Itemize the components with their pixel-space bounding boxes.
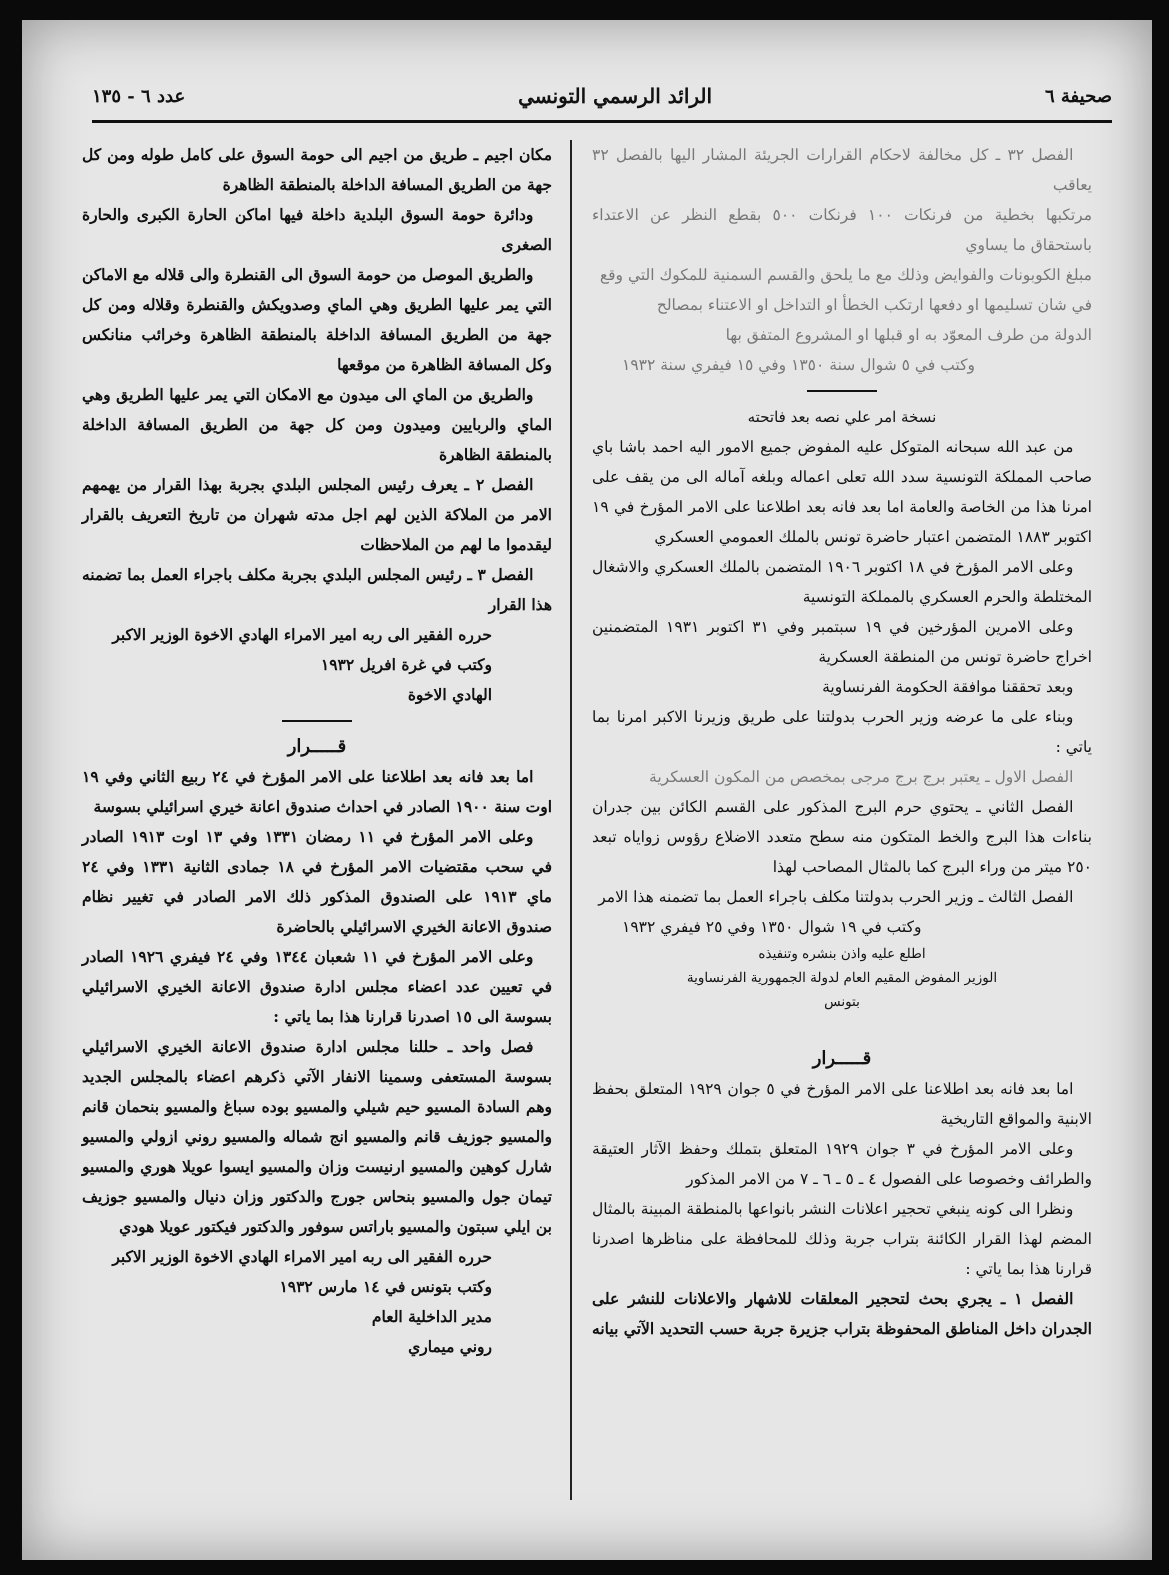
section-rule — [807, 390, 877, 392]
signature-name: الهادي الاخوة — [407, 685, 492, 704]
faded-line: الدولة من طرف المعوّد به او قبلها او المشروع المتفق بها — [725, 326, 1092, 344]
decree-paragraph: الفصل الاول ـ يعتبر برج برج مرجى بمخصص من المكون العسكرية — [649, 768, 1074, 786]
resolution-paragraph: اما بعد فانه بعد اطلاعنا على الامر المؤرخ في ٢٤ ربيع الثاني وفي ١٩ اوت سنة ١٩٠٠ الصادر في احداث صندوق اعانة خيري اسرائيلي بسوسة — [82, 767, 552, 816]
decree-paragraph: الفصل الثالث ـ وزير الحرب بدولتنا مكلف باجراء العمل بما تضمنه هذا الامر — [598, 888, 1074, 906]
resolution-paragraph: فصل واحد ـ حللنا مجلس ادارة صندوق الاعانة الخيري الاسرائيلي بسوسة المستعفى وسمينا الانفار الآتي ذكرهم اعضاء بالمجلس الجديد وهم السادة المسيو حيم شيلي والمسيو بوده سباغ والمسيو بنحمان قانم والمسيو جوزيف قانم والمسيو انج شماله والمسيو روني ازولي والمسيو شارل كوهين والمسيو ارنيست وزان والمسيو ايسوا عويلا هوري والمسيو تيمان جول والمسيو بنحاس جورج والدكتور وزان دنيال والمسيو جوزيف بن ايلي سبتون والمسيو باراتس سوفور والدكتور فيكتور عويلا هودي — [82, 1037, 552, 1236]
header-rule — [92, 120, 1112, 123]
faded-article — [592, 140, 1092, 380]
article-paragraph: مكان اجيم ـ طريق من اجيم الى حومة السوق على كامل طوله ومن كل جهة من الطريق المسافة الداخلة بالمنطقة الظاهرة — [82, 145, 552, 194]
signature-block — [82, 620, 552, 710]
signature-block — [82, 1242, 552, 1362]
column-divider — [570, 140, 572, 1500]
gazette-title: الرائد الرسمي التونسي — [518, 84, 713, 108]
faded-line: مبلغ الكوبونات والفوايض وذلك مع ما يلحق والقسم السمنية للمكوك التي وقع — [599, 266, 1092, 284]
article-paragraph: والطريق الموصل من حومة السوق الى القنطرة والى قلاله مع الاماكن التي يمر عليها الطريق وهي الماي وصدويكش والقنطرة وقلاله ومن كل جهة من الطريق المسافة الداخلة بالمنطقة الظاهرة وخرائب منانكس وكل المسافة الظاهرة من موقعها — [82, 265, 552, 374]
resolution-paragraph: اما بعد فانه بعد اطلاعنا على الامر المؤرخ في ٥ جوان ١٩٢٩ المتعلق بحفظ الابنية والمواقع التاريخية — [592, 1080, 1092, 1128]
decree-paragraph: وعلى الامرين المؤرخين في ١٩ سبتمبر وفي ٣١ اكتوبر ١٩٣١ المتضمنين اخراج حاضرة تونس من المنطقة العسكرية — [592, 618, 1092, 666]
decree-dateline: وكتب في ١٩ شوال ١٣٥٠ وفي ٢٥ فيفري ١٩٣٢ — [622, 918, 922, 936]
approval-line: الوزير المفوض المقيم العام لدولة الجمهورية الفرنساوية — [686, 970, 998, 986]
resolution-paragraph: الفصل ١ ـ يجري بحث لتحجير المعلقات للاشهار والاعلانات للنشر على الجدران داخل المناطق المحفوظة بتراب جزيرة جربة حسب التحديد الآتي بيانه — [592, 1289, 1092, 1338]
resolution-heading: قـــــرار — [812, 1048, 872, 1069]
right-column — [592, 140, 1092, 1344]
signature-line: مدير الداخلية العام — [371, 1307, 492, 1326]
decree-approval — [592, 942, 1092, 1014]
article-paragraph: الفصل ٣ ـ رئيس المجلس البلدي بجربة مكلف باجراء العمل بما تضمنه هذا القرار — [82, 565, 552, 614]
faded-line: الفصل ٣٢ ـ كل مخالفة لاحكام القرارات الجريئة المشار اليها بالفصل ٣٢ يعاقب — [592, 146, 1092, 194]
section-rule — [282, 720, 352, 722]
faded-dateline: وكتب في ٥ شوال سنة ١٣٥٠ وفي ١٥ فيفري سنة ١٩٣٢ — [622, 356, 975, 374]
signature-line: وكتب بتونس في ١٤ مارس ١٩٣٢ — [279, 1277, 492, 1296]
gazette-page — [22, 20, 1152, 1560]
left-column — [82, 140, 552, 1362]
signature-line: وكتب في غرة افريل ١٩٣٢ — [320, 655, 492, 674]
signature-line: حرره الفقير الى ربه امير الامراء الهادي الاخوة الوزير الاكبر — [112, 1247, 492, 1266]
article-paragraph: الفصل ٢ ـ يعرف رئيس المجلس البلدي بجربة بهذا القرار من يهمهم الامر من الملاكة الذين لهم اجل مدته شهران من تاريخ التعريف بالقرار ليقدموا ما لهم من الملاحظات — [82, 475, 552, 554]
resolution-paragraph: ونظرا الى كونه ينبغي تحجير اعلانات النشر بانواعها بالمنطقة المبينة بالمثال المضم لهذا القرار الكائنة بتراب جربة وذلك للمحافظة على مناظرها اصدرنا قرارنا هذا بما ياتي : — [592, 1200, 1092, 1278]
article-paragraph: ودائرة حومة السوق البلدية داخلة فيها اماكن الحارة الكبرى والحارة الصغرى — [82, 205, 552, 254]
decree-paragraph: الفصل الثاني ـ يحتوي حرم البرج المذكور على القسم الكائن بين جدران بناءات هذا البرج والخط المتكون منه سطح متعدد الاضلاع رؤوس زواياه تبعد ٢٥٠ ميتر من وراء البرج كما بالمثال المصاحب لهذا — [592, 798, 1092, 876]
page-header — [92, 75, 1112, 117]
decree-paragraph: من عبد الله سبحانه المتوكل عليه المفوض جميع الامور اليه احمد باشا باي صاحب المملكة التونسية سدد الله تعلى اعماله وبلغه آماله الى من يقف على امرنا هذا من الخاصة والعامة اما بعد فانه بعد اطلاعنا على الامر المؤرخ في ١٩ اكتوبر ١٨٨٣ المتضمن اعتبار حاضرة تونس بالملك العمومي العسكري — [592, 438, 1092, 546]
resolution-paragraph: وعلى الامر المؤرخ في ٣ جوان ١٩٢٩ المتعلق بتملك وحفظ الآثار العتيقة والطرائف وخصوصا على الفصول ٤ ـ ٥ ـ ٦ ـ ٧ من الامر المذكور — [592, 1140, 1092, 1188]
decree-paragraph: وعلى الامر المؤرخ في ١٨ اكتوبر ١٩٠٦ المتضمن بالملك العسكري والاشغال المختلطة والحرم العسكري بالمملكة التونسية — [592, 558, 1092, 606]
faded-line: مرتكبها بخطية من فرنكات ١٠٠ فرنكات ٥٠٠ بقطع النظر عن الاعتداء باستحقاق ما يساوي — [592, 206, 1092, 254]
copy-title: نسخة امر علي نصه بعد فاتحته — [747, 408, 937, 426]
approval-line: بتونس — [824, 994, 860, 1010]
page-number: صحيفة ٦ — [1044, 85, 1112, 107]
decree-paragraph: وبعد تحققنا موافقة الحكومة الفرنساوية — [822, 678, 1074, 696]
resolution-paragraph: وعلى الامر المؤرخ في ١١ رمضان ١٣٣١ وفي ١٣ اوت ١٩١٣ الصادر في سحب مقتضيات الامر المؤرخ في ١٨ جمادى الثانية ١٣٣١ وفي ٢٤ ماي ١٩١٣ على الصندوق المذكور ذلك الامر الصادر في تغيير نظام صندوق الاعانة الخيري الاسرائيلي بالحاضرة — [82, 827, 552, 936]
faded-line: في شان تسليمها او دفعها ارتكب الخطأ او التداخل او الاعتناء بمصالح — [656, 296, 1092, 314]
resolution-paragraph: وعلى الامر المؤرخ في ١١ شعبان ١٣٤٤ وفي ٢٤ فيفري ١٩٢٦ الصادر في تعيين عدد اعضاء مجلس ادارة صندوق الاعانة الخيري الاسرائيلي بسوسة الى ١٥ اصدرنا قرارنا هذا بما ياتي : — [82, 947, 552, 1026]
signature-name: روني ميماري — [408, 1337, 492, 1356]
signature-line: حرره الفقير الى ربه امير الامراء الهادي الاخوة الوزير الاكبر — [112, 625, 492, 644]
approval-line: اطلع عليه واذن بنشره وتنفيذه — [758, 946, 926, 962]
resolution-heading: قـــــرار — [287, 736, 347, 757]
decree-paragraph: وبناء على ما عرضه وزير الحرب بدولتنا على طريق وزيرنا الاكبر امرنا بما ياتي : — [592, 708, 1092, 756]
article-paragraph: والطريق من الماي الى ميدون مع الامكان التي يمر عليها الطريق وهي الماي والربايين وميدون ومن كل جهة من الطريق المسافة الداخلة بالمنطقة الظاهرة — [82, 385, 552, 464]
issue-number: عدد ٦ - ١٣٥ — [92, 85, 186, 107]
